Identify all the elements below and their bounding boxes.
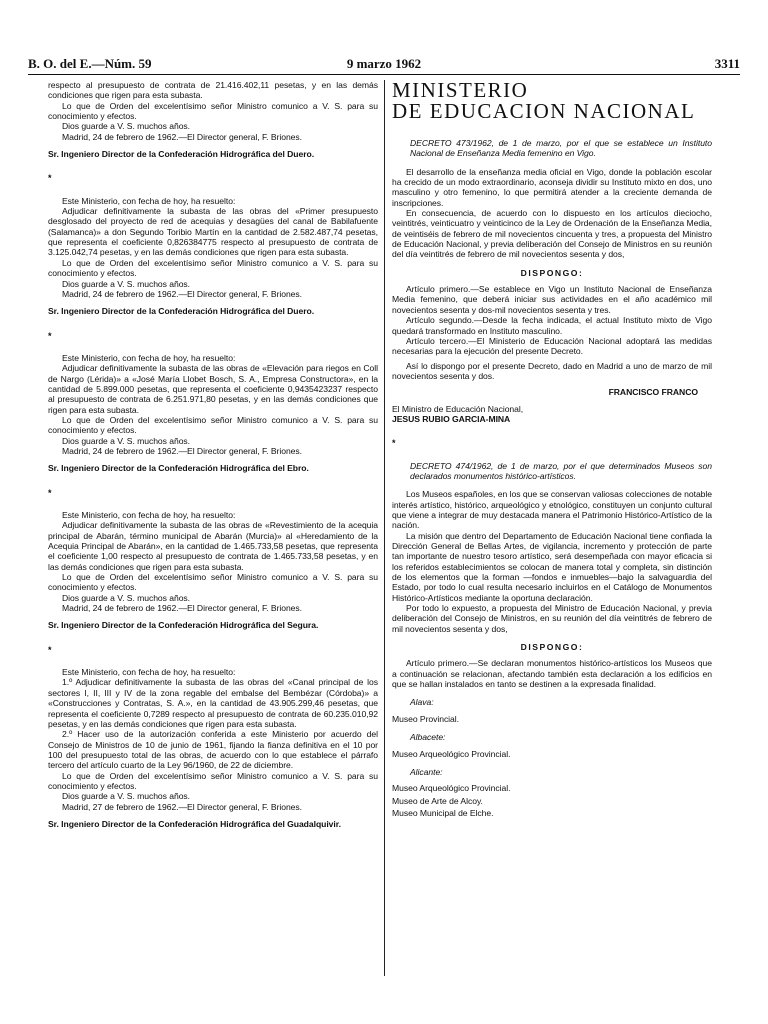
left-section-separator: * xyxy=(48,330,52,341)
left-paragraph: 1.º Adjudicar definitivamente la subasta de las obras del «Canal principal de los sectores I, II, III y IV de la zona regable del embalse del Bembézar (Córdoba)» a «Construcciones y Contratas, S. A.», en la cantidad de 43.905.299,46 pesetas, que representa el coeficiente 0,7289 respecto al presupuesto de contrata de 60.235.010,92 pesetas, y en las demás condiciones que rigen para esta subasta. xyxy=(48,677,378,729)
ministry-heading-line2: DE EDUCACION NACIONAL xyxy=(392,99,696,123)
left-paragraph: Madrid, 24 de febrero de 1962.—El Director general, F. Briones. xyxy=(62,288,302,299)
right-paragraph: Así lo dispongo por el presente Decreto, dado en Madrid a uno de marzo de mil novecientos sesenta y dos. xyxy=(392,360,712,381)
left-paragraph: Este Ministerio, con fecha de hoy, ha resuelto: xyxy=(62,667,236,678)
right-province-label: Alava: xyxy=(410,697,434,708)
right-province-label: Albacete: xyxy=(410,732,446,743)
right-province-label: Alicante: xyxy=(410,766,443,777)
left-paragraph: Adjudicar definitivamente la subasta de las obras del «Primer presupuesto desglosado del proyecto de red de acequias y desagües del canal de Babilafuente (Salamanca)» a don Segundo Toribio Martín en la cantidad de 2.582.487,74 pesetas, que representa el coeficiente 0,826384775 respecto al presupuesto de contrata de 3.125.042,74 pesetas, y en las demás condiciones que rigen para esta subasta. xyxy=(48,206,378,258)
left-paragraph: Este Ministerio, con fecha de hoy, ha resuelto: xyxy=(62,352,236,363)
left-addressee-line: Sr. Ingeniero Director de la Confederación Hidrográfica del Duero. xyxy=(48,306,315,317)
left-paragraph: Lo que de Orden del excelentísimo señor Ministro comunico a V. S. para su conocimiento y efectos. xyxy=(48,572,378,593)
left-paragraph: Dios guarde a V. S. muchos años. xyxy=(62,435,191,446)
right-museum-list-item: Museo Arqueológico Provincial. xyxy=(392,748,511,759)
left-paragraph: Dios guarde a V. S. muchos años. xyxy=(62,278,191,289)
right-decree-title: DECRETO 473/1962, de 1 de marzo, por el que se establece un Instituto Nacional de Enseñanza Media femenino en Vigo. xyxy=(410,138,712,159)
left-paragraph: respecto al presupuesto de contrata de 21.416.402,11 pesetas, y en las demás condiciones que rigen para esta subasta. xyxy=(48,80,378,101)
ministry-heading xyxy=(392,80,712,122)
left-paragraph: Madrid, 24 de febrero de 1962.—El Director general, F. Briones. xyxy=(62,131,302,142)
right-paragraph: Artículo segundo.—Desde la fecha indicada, el actual Instituto mixto de Vigo quedará transformado en Instituto masculino. xyxy=(392,315,712,336)
left-paragraph: Lo que de Orden del excelentísimo señor Ministro comunico a V. S. para su conocimiento y efectos. xyxy=(48,100,378,122)
left-column xyxy=(48,80,378,829)
header-date: 9 marzo 1962 xyxy=(346,56,422,71)
left-paragraph: Dios guarde a V. S. muchos años. xyxy=(62,121,191,132)
left-section-separator: * xyxy=(48,644,52,655)
ministry-heading-line1: MINISTERIO xyxy=(392,78,529,102)
right-minister-title: El Ministro de Educación Nacional, xyxy=(392,403,524,414)
right-museum-list-item: Museo Provincial. xyxy=(392,713,459,724)
right-decree-title: DECRETO 474/1962, de 1 de marzo, por el que determinados Museos son declarados monumentos histórico-artísticos. xyxy=(410,460,712,481)
left-section-separator: * xyxy=(48,173,52,184)
right-paragraph: Los Museos españoles, en los que se conservan valiosas colecciones de notable interés artístico, histórico, arqueológico y etnológico, constituyen un conjunto cultural que viene a integrar de muy destacada manera el Patrimonio Histórico-Artístico de la nación. xyxy=(392,489,712,531)
right-museum-list-item: Museo Arqueológico Provincial. xyxy=(392,783,511,794)
left-paragraph: Adjudicar definitivamente la subasta de las obras de «Elevación para riegos en Coll de Nargo (Lérida)» a «José María Llobet Bosch, S. A., Empresa Constructora», en la cantidad de 5.899.000 pesetas, que representa el coeficiente 0,9435423237 respecto al presupuesto de contrata de 6.251.971,80 pesetas, y en las demás condiciones que rigen para esta subasta. xyxy=(48,363,378,415)
right-museum-list-item: Museo de Arte de Alcoy. xyxy=(392,795,483,806)
right-paragraph: La misión que dentro del Departamento de Educación Nacional tiene confiada la Dirección General de Bellas Artes, de vigilancia, incremento y protección de parte tan importante de nuestro tesoro artístico, será desempeñada con mayor eficacia si los referidos establecimientos se colocan de manera total y completa, sin distinción de los elementos que la forman —fondos e inmuebles—bajo la salvaguardia del Estado, por todo lo cual resulta necesario incluirlos en el Catálogo de Monumentos Histórico-Artísticos mediante la oportuna declaración. xyxy=(392,530,712,603)
left-paragraph: Adjudicar definitivamente la subasta de las obras de «Revestimiento de la acequia principal de Abarán, término municipal de Abarán (Murcia)» al «Heredamiento de la Acequia Principal de Abarán», en la cantidad de 1.465.733,58 pesetas, que representa el coeficiente 1,00 respecto al presupuesto de contrata de 1.465.733,58 pesetas, y en las demás condiciones que rigen para esta subasta. xyxy=(48,520,378,572)
header-rule xyxy=(28,74,740,75)
left-paragraph: Madrid, 24 de febrero de 1962.—El Director general, F. Briones. xyxy=(62,603,302,614)
header-page-number: 3311 xyxy=(714,56,740,71)
right-paragraph: Artículo tercero.—El Ministerio de Educación Nacional adoptará las medidas necesarias para la ejecución del presente Decreto. xyxy=(392,335,712,357)
right-paragraph: Artículo primero.—Se declaran monumentos histórico-artísticos los Museos que a continuación se relacionan, afectando también esta declaración a los edificios en que se hallan instalados en tanto se destinen a la expresada finalidad. xyxy=(392,658,712,690)
left-paragraph: Madrid, 24 de febrero de 1962.—El Director general, F. Briones. xyxy=(62,445,302,456)
left-addressee-line: Sr. Ingeniero Director de la Confederación Hidrográfica del Segura. xyxy=(48,620,319,631)
column-divider xyxy=(384,80,385,976)
left-addressee-line: Sr. Ingeniero Director de la Confederación Hidrográfica del Ebro. xyxy=(48,463,309,474)
right-paragraph: El desarrollo de la enseñanza media oficial en Vigo, donde la población escolar ha crecido de un modo extraordinario, aconseja dividir su Instituto mixto en dos, uno masculino y otro femenino, lo que permitirá atender a la creciente demanda de inscripciones. xyxy=(392,166,712,208)
left-paragraph: Lo que de Orden del excelentísimo señor Ministro comunico a V. S. para su conocimiento y efectos. xyxy=(48,257,378,279)
header-publication: B. O. del E.—Núm. 59 xyxy=(28,56,152,71)
right-paragraph: En consecuencia, de acuerdo con lo dispuesto en los artículos dieciocho, veintitrés, veinticuatro y veinticinco de la Ley de Ordenación de la Enseñanza Media, de veintiséis de febrero de mil novecientos cincuenta y tres, a propuesta del Ministro de Educación Nacional, y previa deliberación del Consejo de Ministros en su reunión del día veintitrés de febrero de mil novecientos sesenta y dos, xyxy=(392,208,712,260)
left-paragraph: Dios guarde a V. S. muchos años. xyxy=(62,592,191,603)
right-paragraph: Artículo primero.—Se establece en Vigo un Instituto Nacional de Enseñanza Media femenino, que deberá iniciar sus actividades en el año académico mil novecientos sesenta y dos-mil novecientos sesenta y tres. xyxy=(392,284,712,315)
left-addressee-line: Sr. Ingeniero Director de la Confederación Hidrográfica del Duero. xyxy=(48,149,315,160)
page-header xyxy=(28,56,740,72)
right-signature-head-of-state: FRANCISCO FRANCO xyxy=(608,387,698,398)
left-paragraph: Lo que de Orden del excelentísimo señor Ministro comunico a V. S. para su conocimiento y efectos. xyxy=(48,414,378,436)
left-paragraph: Madrid, 27 de febrero de 1962.—El Director general, F. Briones. xyxy=(62,801,302,812)
left-addressee-line: Sr. Ingeniero Director de la Confederación Hidrográfica del Guadalquivir. xyxy=(48,818,341,829)
right-column xyxy=(392,80,712,818)
left-paragraph: Lo que de Orden del excelentísimo señor Ministro comunico a V. S. para su conocimiento y efectos. xyxy=(48,770,378,791)
left-paragraph: Dios guarde a V. S. muchos años. xyxy=(62,791,191,802)
right-museum-list-item: Museo Municipal de Elche. xyxy=(392,807,494,818)
left-paragraph: 2.º Hacer uso de la autorización conferida a este Ministerio por acuerdo del Consejo de Ministros de 10 de junio de 1961, fijando la fianza definitiva en el 10 por 100 del presupuesto total de las obras, de acuerdo con lo que establece el párrafo tercero del artículo cuarto de la Ley 96/1960, de 22 de diciembre. xyxy=(48,729,378,771)
left-paragraph: Este Ministerio, con fecha de hoy, ha resuelto: xyxy=(62,195,236,206)
left-section-separator: * xyxy=(48,487,52,498)
right-dispongo-heading: DISPONGO: xyxy=(520,267,584,278)
right-minister-name: JESUS RUBIO GARCIA-MINA xyxy=(392,413,511,424)
right-paragraph: Por todo lo expuesto, a propuesta del Ministro de Educación Nacional, y previa deliberación del Consejo de Ministros, en su reunión del día veintitrés de febrero de mil novecientos sesenta y dos, xyxy=(392,603,712,634)
right-section-separator: * xyxy=(392,438,396,449)
left-paragraph: Este Ministerio, con fecha de hoy, ha resuelto: xyxy=(62,510,236,520)
right-dispongo-heading: DISPONGO: xyxy=(520,642,584,653)
